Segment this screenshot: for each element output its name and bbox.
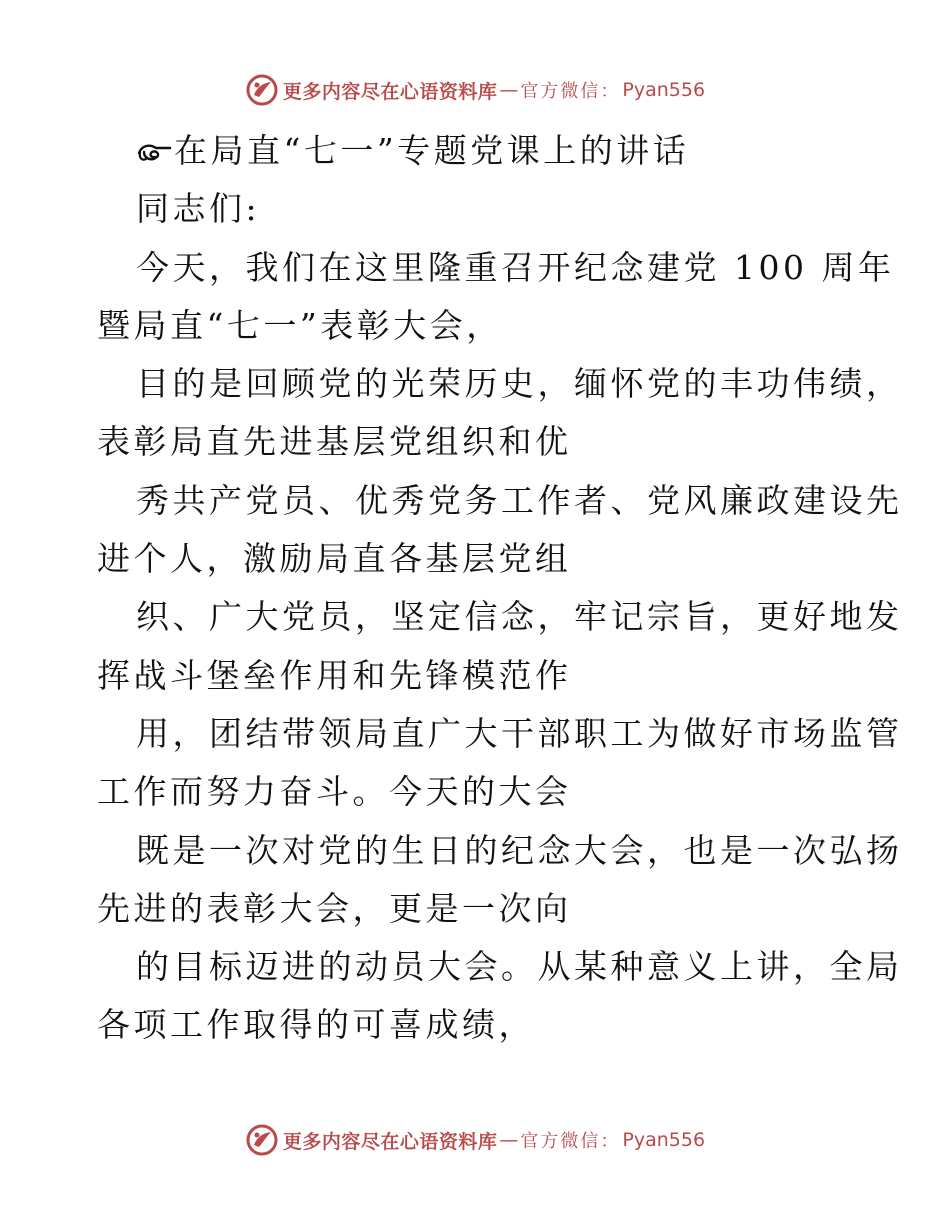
paragraph-line: 的目标迈进的动员大会。从某种意义上讲，全局 (136, 947, 903, 987)
paragraph-line: 工作而努力奋斗。今天的大会 (97, 772, 572, 812)
paragraph-line: 暨局直“七一”表彰大会， (97, 305, 503, 345)
document-title (97, 122, 857, 180)
footer-banner (0, 1120, 950, 1160)
banner-wechat-id: Pyan556 (622, 79, 706, 101)
document-body (97, 122, 903, 1055)
banner-dash: — (499, 1129, 519, 1151)
hand-pointer-icon (136, 136, 174, 166)
banner-brand-text: 更多内容尽在心语资料库 (282, 1130, 498, 1153)
banner-wechat-label: 官方微信： (520, 81, 621, 102)
header-banner (0, 70, 950, 110)
paragraph-line: 进个人，激励局直各基层党组 (97, 539, 572, 579)
logo-icon (245, 1123, 279, 1157)
paragraph-line: 挥战斗堡垒作用和先锋模范作 (97, 655, 572, 695)
paragraph-line: 用，团结带领局直广大干部职工为做好市场监管 (136, 713, 903, 753)
banner-brand-text: 更多内容尽在心语资料库 (282, 80, 498, 103)
logo-icon (245, 73, 279, 107)
paragraph-line: 表彰局直先进基层党组织和优 (97, 422, 572, 462)
document-title-text: 在局直“七一”专题党课上的讲话 (174, 131, 690, 170)
paragraph-line: 先进的表彰大会，更是一次向 (97, 888, 572, 928)
paragraph-line: 目的是回顾党的光荣历史，缅怀党的丰功伟绩， (136, 364, 903, 404)
banner-dash: — (499, 79, 519, 101)
paragraph-line: 织、广大党员，坚定信念，牢记宗旨，更好地发 (136, 597, 903, 637)
paragraph-line: 今天，我们在这里隆重召开纪念建党 100 周年 (136, 247, 895, 287)
banner-wechat-id: Pyan556 (622, 1129, 706, 1151)
salutation: 同志们: (136, 189, 261, 229)
banner-wechat-label: 官方微信： (520, 1131, 621, 1152)
paragraph-line: 秀共产党员、优秀党务工作者、党风廉政建设先 (136, 480, 903, 520)
paragraph-line: 既是一次对党的生日的纪念大会，也是一次弘扬 (136, 830, 903, 870)
paragraph-line: 各项工作取得的可喜成绩， (97, 1005, 535, 1045)
